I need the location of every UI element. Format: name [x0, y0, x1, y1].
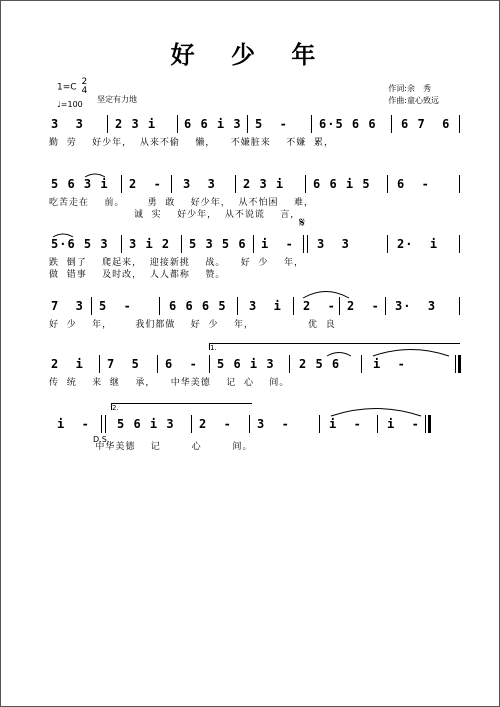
measure: 2 - — [303, 299, 336, 313]
slur — [53, 234, 73, 237]
lyric-line: 诚 实 好少年， 从不说谎 言， — [49, 210, 301, 220]
measure: 2 i — [51, 357, 84, 371]
measure: 6 - — [397, 177, 430, 191]
measure: i - — [387, 417, 420, 431]
measure: 3 3 — [51, 117, 84, 131]
measure: 5 3 5 6 — [189, 237, 247, 251]
lyric-line: 传 统 来 继 承， 中华美德 记 心 间。 — [49, 378, 290, 388]
tempo-marking: ♩=100 — [57, 100, 83, 109]
lyric-line: 跌 倒了 爬起来， 迎接新挑 战。 好 少 年， — [49, 258, 304, 268]
measure: 3 3 — [183, 177, 216, 191]
composer: 作曲:童心致远 — [388, 96, 439, 105]
measure: 3 - — [257, 417, 290, 431]
song-title: 好 少 年 — [170, 40, 330, 69]
measure: 2 3 i — [115, 117, 157, 131]
measure: 5 - — [99, 299, 132, 313]
measure: 6 - — [165, 357, 198, 371]
lyric-line: 中华美德 记 心 间。 — [49, 442, 253, 452]
measure: 6 7 6 — [401, 117, 451, 131]
measure: 6 6 i 5 — [313, 177, 371, 191]
slur-layer — [1, 1, 499, 706]
key-text: 1=C — [57, 82, 77, 93]
measure: 6 6 i 3 — [184, 117, 242, 131]
measure: 2 - — [129, 177, 162, 191]
volta-1-label: 1. — [210, 344, 217, 352]
lyricist: 作词:余 秀 — [388, 84, 431, 93]
ds-marking: D.S. — [93, 435, 110, 444]
slur — [331, 409, 421, 417]
segno-icon: 𝄋 — [299, 215, 306, 231]
slur — [327, 353, 351, 357]
measure: 3 i — [249, 299, 282, 313]
measure: 2· i — [397, 237, 439, 251]
measure: 3 3 — [317, 237, 350, 251]
measure: 6 6 6 5 — [169, 299, 227, 313]
measure: 5 6 3 i — [51, 177, 109, 191]
measure: i - — [261, 237, 294, 251]
volta-2-label: 2. — [112, 404, 119, 412]
measure: 2 - — [347, 299, 380, 313]
slur — [303, 292, 349, 299]
expression-marking: 坚定有力地 — [97, 95, 137, 104]
measure: 5·6 5 3 — [51, 237, 109, 251]
measure: 7 5 — [107, 357, 140, 371]
measure: 5 6 i 3 — [217, 357, 275, 371]
measure: 5 6 i 3 — [117, 417, 175, 431]
time-bottom: 4 — [81, 86, 88, 96]
slur — [85, 174, 105, 177]
measure: i - — [329, 417, 362, 431]
lyric-line: 好 少 年， 我们都做 好 少 年， 优 良 — [49, 320, 336, 330]
measure: 3· 3 — [395, 299, 437, 313]
measure: 6·5 6 6 — [319, 117, 377, 131]
lyric-line: 勤 劳 好少年， 从来不偷 懒， 不嫌脏来 不嫌 累， — [49, 138, 334, 148]
measure: 3 i 2 — [129, 237, 171, 251]
lyric-line: 吃苦走在 前。 勇 敢 好少年， 从不怕困 难， — [49, 198, 314, 208]
slur — [373, 350, 449, 357]
measure: i - — [373, 357, 406, 371]
measure: 2 3 i — [243, 177, 285, 191]
measure: 2 5 6 — [299, 357, 341, 371]
measure: i - — [57, 417, 90, 431]
measure: 7 3 — [51, 299, 84, 313]
lyric-line: 做 错事 及时改， 人人都称 赞。 — [49, 270, 226, 280]
measure: 5 - — [255, 117, 288, 131]
measure: 2 - — [199, 417, 232, 431]
time-top: 2 — [81, 77, 88, 87]
